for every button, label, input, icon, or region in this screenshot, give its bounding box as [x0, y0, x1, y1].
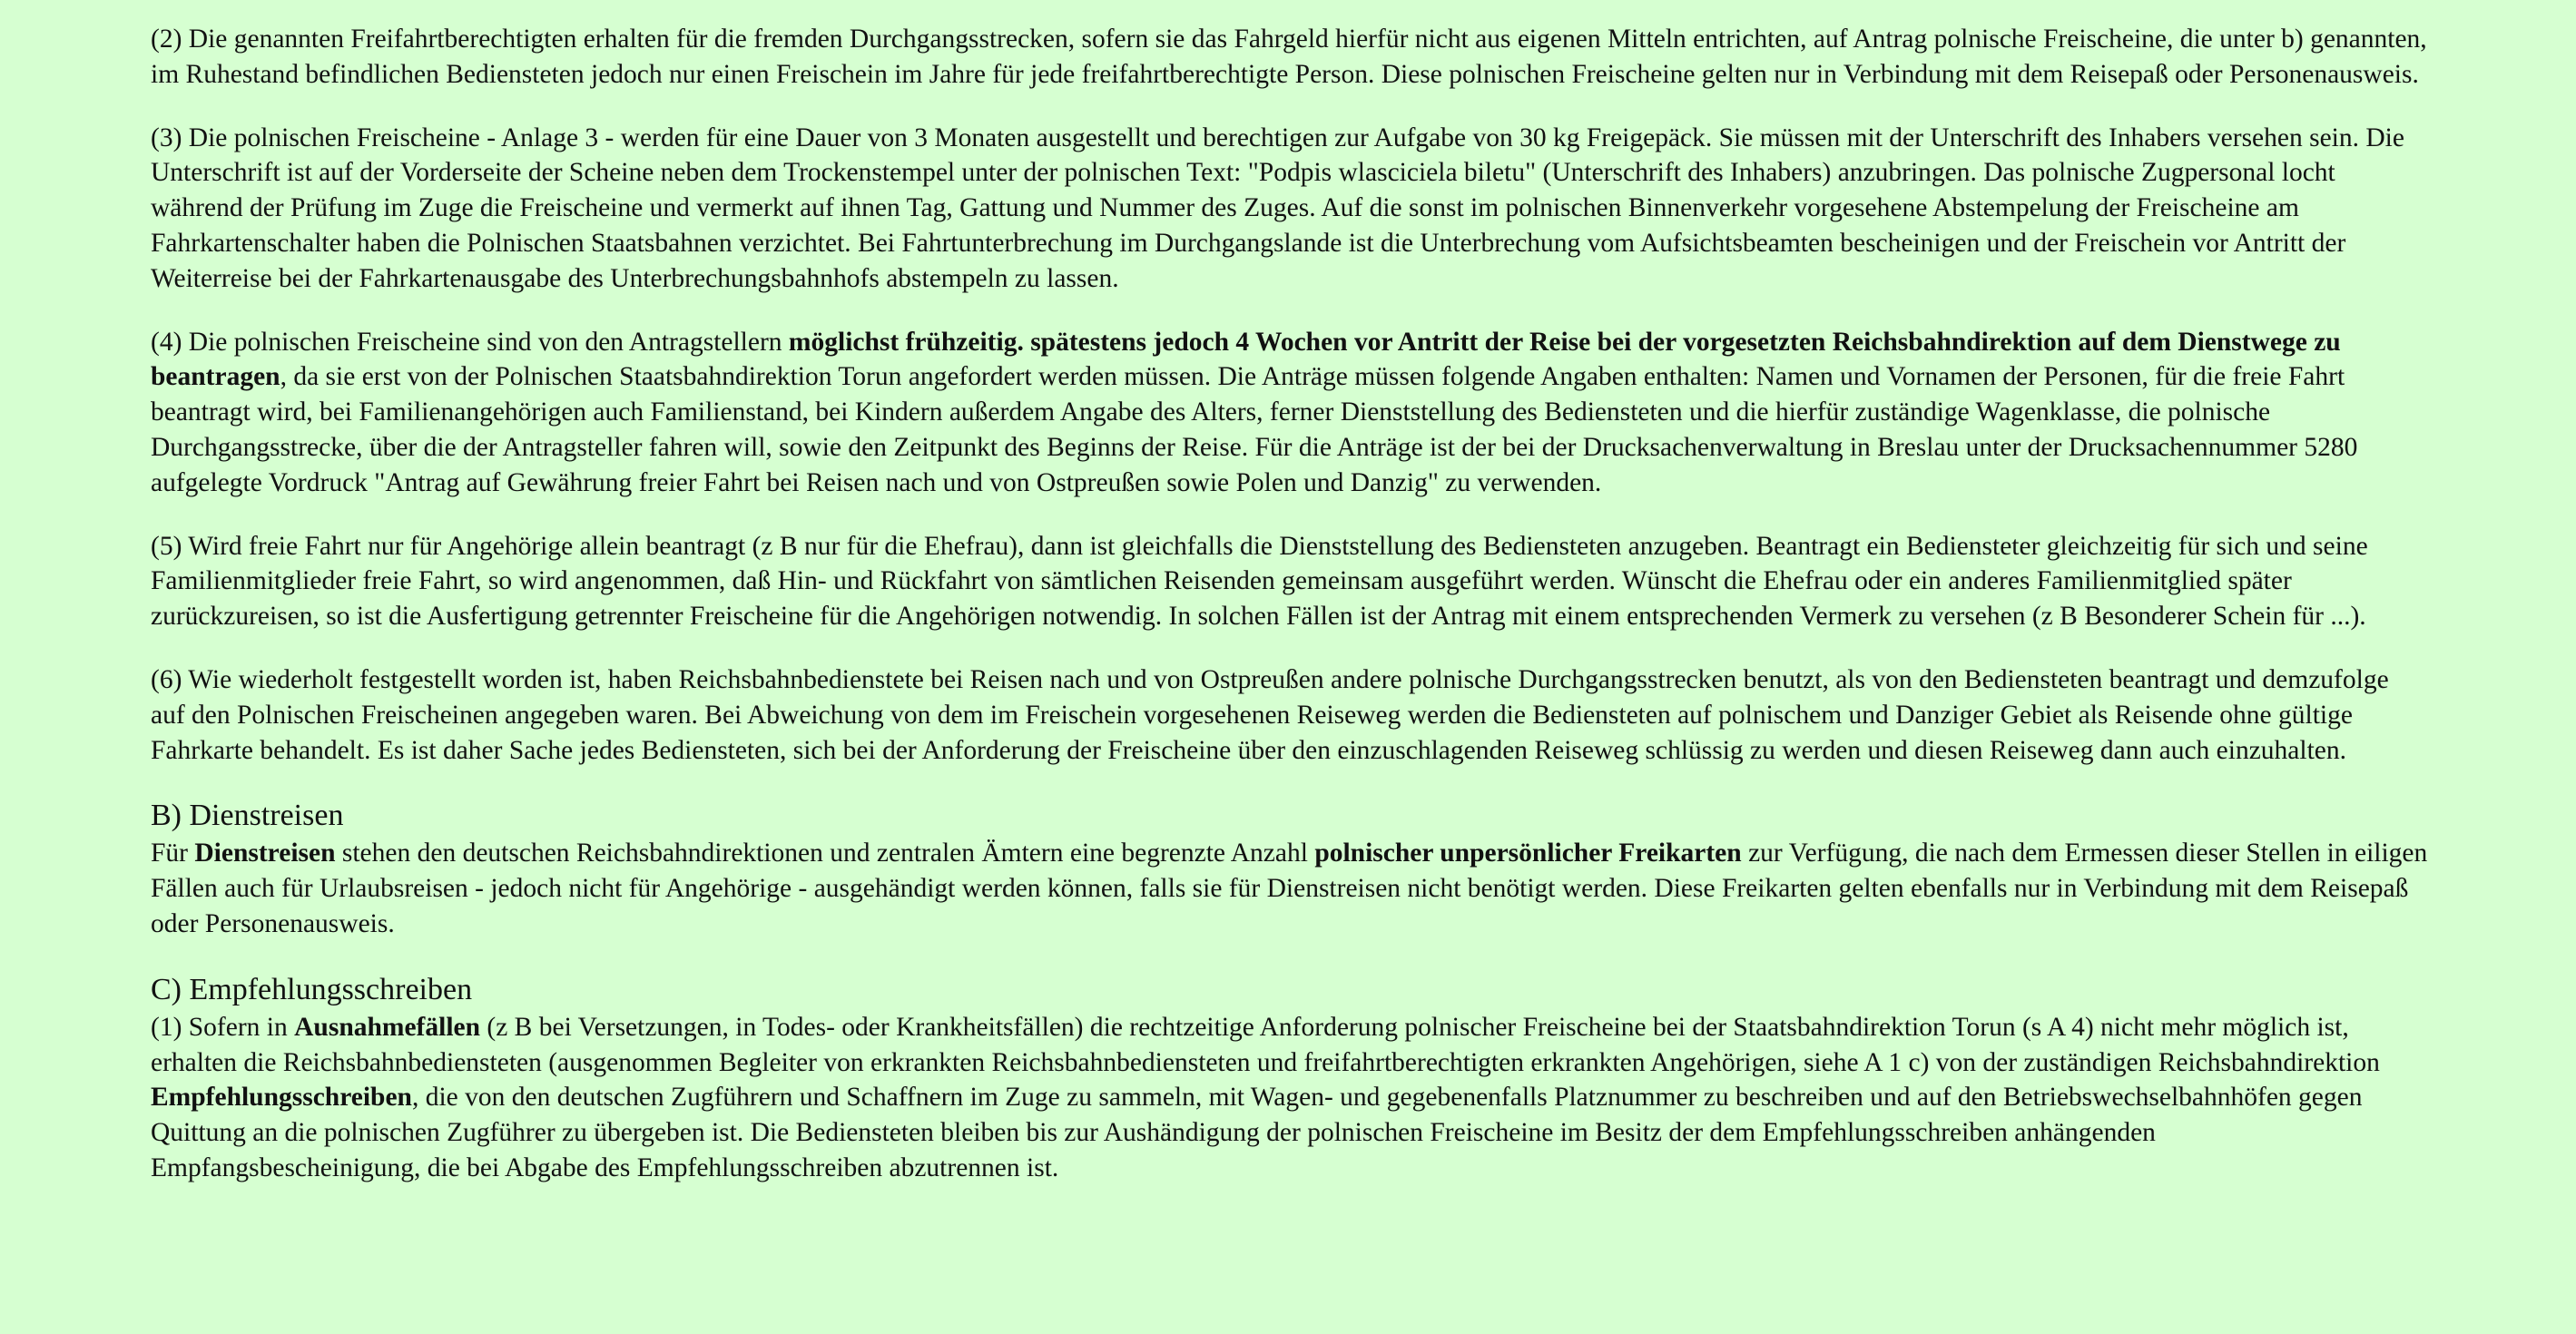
paragraph-b-text-3: zur Verfügung, die nach dem Ermessen dieser Stellen in eiligen Fällen auch für Urlaubsreisen - jedoch nicht für Angehörige - ausgehändigt werden können, falls sie für Dienstreisen nicht benötigt werden. Diese Freikarten gelten ebenfalls nur in Verbindung mit dem Reisepaß oder Personenausweis. [151, 839, 2428, 938]
paragraph-b-text-2: stehen den deutschen Reichsbahndirektionen und zentralen Ämtern eine begrenzte Anzahl [335, 839, 1315, 868]
paragraph-a3: (3) Die polnischen Freischeine - Anlage 3 - werden für eine Dauer von 3 Monaten ausgestellt und berechtigen zur Aufgabe von 30 kg Freigepäck. Sie müssen mit der Unterschrift des Inhabers versehen sein. Die Unterschrift ist auf der Vorderseite der Scheine neben dem Trockenstempel unter der polnischen Text: "Podpis wlasciciela biletu" (Unterschrift des Inhabers) anzubringen. Das polnische Zugpersonal locht während der Prüfung im Zuge die Freischeine und vermerkt auf ihnen Tag, Gattung und Nummer des Zuges. Auf die sonst im polnischen Binnenverkehr vorgesehene Abstempelung der Freischeine am Fahrkartenschalter haben die Polnischen Staatsbahnen verzichtet. Bei Fahrtunterbrechung im Durchgangslande ist die Unterbrechung vom Aufsichtsbeamten bescheinigen und der Freischein vor Antritt der Weiterreise bei der Fahrkartenausgabe des Unterbrechungsbahnhofs abstempeln zu lassen. [151, 123, 2404, 293]
paragraph-c-text-2: (z B bei Versetzungen, in Todes- oder Krankheitsfällen) die rechtzeitige Anforderung polnischer Freischeine bei der Staatsbahndirektion Torun (s A 4) nicht mehr möglich ist, erhalten die Reichsbahnbediensteten (ausgenommen Begleiter von erkrankten Reichsbahnbediensteten und freifahrtberechtigten erkrankten Angehörigen, siehe A 1 c) von der zuständigen Reichsbahndirektion [151, 1012, 2380, 1077]
paragraph-a5: (5) Wird freie Fahrt nur für Angehörige allein beantragt (z B nur für die Ehefrau), dann ist gleichfalls die Dienststellung des Bediensteten anzugeben. Beantragt ein Bediensteter gleichzeitig für sich und seine Familienmitglieder freie Fahrt, so wird angenommen, daß Hin- und Rückfahrt von sämtlichen Reisenden gemeinsam ausgeführt werden. Wünscht die Ehefrau oder ein anderes Familienmitglied später zurückzureisen, so ist die Ausfertigung getrennter Freischeine für die Angehörigen notwendig. In solchen Fällen ist der Antrag mit einem entsprechenden Vermerk zu versehen (z B Besonderer Schein für ...). [151, 531, 2368, 632]
paragraph-a4-emphasis: möglichst frühzeitig. spätestens jedoch 4 Wochen vor Antritt der Reise bei der vorgesetzten Reichsbahndirektion auf dem Dienstwege zu beantragen [151, 327, 2341, 392]
document-body [151, 22, 2429, 1214]
paragraph-dienstreisen [151, 836, 2429, 941]
heading-empfehlungsschreiben: C) Empfehlungsschreiben [151, 972, 473, 1006]
paragraph-a6: (6) Wie wiederholt festgestellt worden ist, haben Reichsbahnbedienstete bei Reisen nach und von Ostpreußen andere polnische Durchgangsstrecken benutzt, als von den Bediensteten beantragt und demzufolge auf den Polnischen Freischeinen angegeben waren. Bei Abweichung von dem im Freischein vorgesehenen Reiseweg werden die Bediensteten auf polnischem und Danziger Gebiet als Reisende ohne gültige Fahrkarte behandelt. Es ist daher Sache jedes Bediensteten, sich bei der Anforderung der Freischeine über den einzuschlagenden Reiseweg schlüssig zu werden und diesen Reiseweg dann auch einzuhalten. [151, 664, 2389, 765]
heading-dienstreisen: B) Dienstreisen [151, 799, 344, 833]
paragraph-a2: (2) Die genannten Freifahrtberechtigten erhalten für die fremden Durchgangsstrecken, sofern sie das Fahrgeld hierfür nicht aus eigenen Mitteln entrichten, auf Antrag polnische Freischeine, die unter b) genannten, im Ruhestand befindlichen Bediensteten jedoch nur einen Freischein im Jahre für jede freifahrtberechtigte Person. Diese polnischen Freischeine gelten nur in Verbindung mit dem Reisepaß oder Personenausweis. [151, 25, 2427, 89]
paragraph-b-text-1: Für [151, 839, 195, 868]
paragraph-a4-prefix: (4) Die polnischen Freischeine sind von den Antragstellern [151, 327, 789, 357]
paragraph-c-text-1: (1) Sofern in [151, 1012, 295, 1042]
paragraph-b-bold-2: polnischer unpersönlicher Freikarten [1314, 839, 1742, 868]
paragraph-b-bold-1: Dienstreisen [194, 839, 336, 868]
paragraph-a4 [151, 325, 2429, 501]
paragraph-empfehlungsschreiben [151, 1010, 2429, 1186]
paragraph-c-text-3: , die von den deutschen Zugführern und Schaffnern im Zuge zu sammeln, mit Wagen- und gegebenenfalls Platznummer zu beschreiben und auf den Betriebswechselbahnhöfen gegen Quittung an die polnischen Zugführer zu übergeben ist. Die Bediensteten bleiben bis zur Aushändigung der polnischen Freischeine im Besitz der dem Empfehlungsschreiben anhängenden Empfangsbescheinigung, die bei Abgabe des Empfehlungsschreiben abzutrennen ist. [151, 1083, 2363, 1182]
paragraph-a4-suffix: , da sie erst von der Polnischen Staatsbahndirektion Torun angefordert werden müssen. Die Anträge müssen folgende Angaben enthalten: Namen und Vornamen der Personen, für die freie Fahrt beantragt wird, bei Familienangehörigen auch Familienstand, bei Kindern außerdem Angabe des Alters, ferner Dienststellung des Bediensteten und die hierfür zuständige Wagenklasse, die polnische Durchgangsstrecke, über die der Antragsteller fahren will, sowie den Zeitpunkt des Beginns der Reise. Für die Anträge ist der bei der Drucksachenverwaltung in Breslau unter der Drucksachennummer 5280 aufgelegte Vordruck "Antrag auf Gewährung freier Fahrt bei Reisen nach und von Ostpreußen sowie Polen und Danzig" zu verwenden. [151, 362, 2358, 497]
paragraph-c-bold-1: Ausnahmefällen [294, 1012, 481, 1042]
paragraph-c-bold-2: Empfehlungsschreiben [151, 1083, 412, 1113]
